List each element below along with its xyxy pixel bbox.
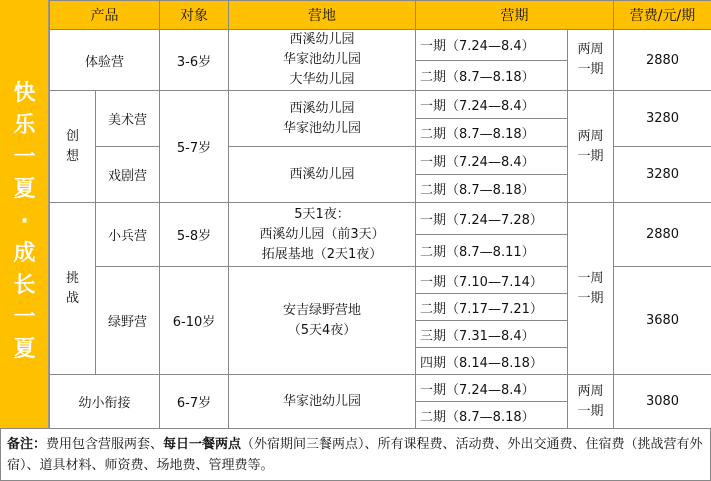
sidebar-banner xyxy=(0,0,49,428)
note-label: 备注： xyxy=(7,437,47,452)
target-age: 5-7岁 xyxy=(160,91,229,203)
fee-value: 2880 xyxy=(614,203,711,267)
note-bold-text: 每日一餐两点 xyxy=(163,437,242,452)
footnote xyxy=(0,428,711,481)
camp-site: 华家池幼儿园 xyxy=(229,375,416,429)
period-item: 一期（7.24—8.4） xyxy=(416,147,568,175)
target-age: 6-7岁 xyxy=(160,375,229,429)
group-label: 创 想 xyxy=(50,91,96,203)
camp-schedule-table xyxy=(49,0,711,429)
period-item: 三期（7.31—8.4） xyxy=(416,321,568,348)
product-name: 小兵营 xyxy=(96,203,160,267)
header-fee: 营费/元/期 xyxy=(614,1,711,30)
period-cycle: 两周 一期 xyxy=(568,91,614,203)
table-row xyxy=(50,203,711,235)
period-item: 一期（7.10—7.14） xyxy=(416,267,568,294)
sidebar-char: 夏 xyxy=(13,177,36,202)
period-item: 一期（7.24—8.4） xyxy=(416,375,568,402)
sidebar-char: 快 xyxy=(13,81,36,106)
sidebar-char: 一 xyxy=(13,305,36,330)
group-label: 挑 战 xyxy=(50,203,96,375)
target-age: 6-10岁 xyxy=(160,267,229,375)
period-item: 一期（7.24—7.28） xyxy=(416,203,568,235)
period-item: 二期（8.7—8.18） xyxy=(416,119,568,147)
product-name: 戏剧营 xyxy=(96,147,160,203)
header-camp-site: 营地 xyxy=(229,1,416,30)
fee-value: 3080 xyxy=(614,375,711,429)
camp-site: 西溪幼儿园 华家池幼儿园 大华幼儿园 xyxy=(229,30,416,91)
sidebar-char: 夏 xyxy=(13,337,36,362)
sidebar-char: 长 xyxy=(13,273,36,298)
period-item: 二期（8.7—8.18） xyxy=(416,402,568,429)
sidebar-title xyxy=(0,78,49,366)
sidebar-char: 成 xyxy=(13,241,36,266)
period-item: 一期（7.24—8.4） xyxy=(416,91,568,119)
table-row xyxy=(50,30,711,61)
header-target: 对象 xyxy=(160,1,229,30)
camp-site: 西溪幼儿园 华家池幼儿园 xyxy=(229,91,416,147)
camp-site: 5天1夜： 西溪幼儿园（前3天） 拓展基地（2天1夜） xyxy=(229,203,416,267)
period-item: 二期（8.7—8.18） xyxy=(416,60,568,91)
fee-value: 3280 xyxy=(614,91,711,147)
table-row xyxy=(50,375,711,402)
sidebar-char: 乐 xyxy=(13,113,36,138)
period-item: 一期（7.24—8.4） xyxy=(416,30,568,61)
product-name: 体验营 xyxy=(50,30,160,91)
header-product: 产品 xyxy=(50,1,160,30)
camp-site: 西溪幼儿园 xyxy=(229,147,416,203)
period-cycle: 一周 一期 xyxy=(568,203,614,375)
product-name: 幼小衔接 xyxy=(50,375,160,429)
product-name: 绿野营 xyxy=(96,267,160,375)
table-header-row xyxy=(50,1,711,30)
table-row xyxy=(50,91,711,119)
period-item: 四期（8.14—8.18） xyxy=(416,348,568,375)
period-cycle: 两周 一期 xyxy=(568,375,614,429)
fee-value: 3280 xyxy=(614,147,711,203)
note-text: 费用包含营服两套、 xyxy=(46,437,164,452)
product-name: 美术营 xyxy=(96,91,160,147)
target-age: 3-6岁 xyxy=(160,30,229,91)
header-period: 营期 xyxy=(416,1,614,30)
fee-value: 3680 xyxy=(614,267,711,375)
fee-value: 2880 xyxy=(614,30,711,91)
target-age: 5-8岁 xyxy=(160,203,229,267)
sidebar-char: · xyxy=(20,209,29,234)
period-item: 二期（8.7—8.18） xyxy=(416,175,568,203)
sidebar-char: 一 xyxy=(13,145,36,170)
period-item: 二期（7.17—7.21） xyxy=(416,294,568,321)
camp-site: 安吉绿野营地 （5天4夜） xyxy=(229,267,416,375)
note-text: （外宿期间三餐两点）、所有课程费、活动费、外出交通费、住宿费（挑战营有外宿）、道具材料、师资费、场地费、管理费等。 xyxy=(7,437,703,473)
period-item: 二期（8.7—8.11） xyxy=(416,235,568,267)
period-cycle: 两周 一期 xyxy=(568,30,614,91)
